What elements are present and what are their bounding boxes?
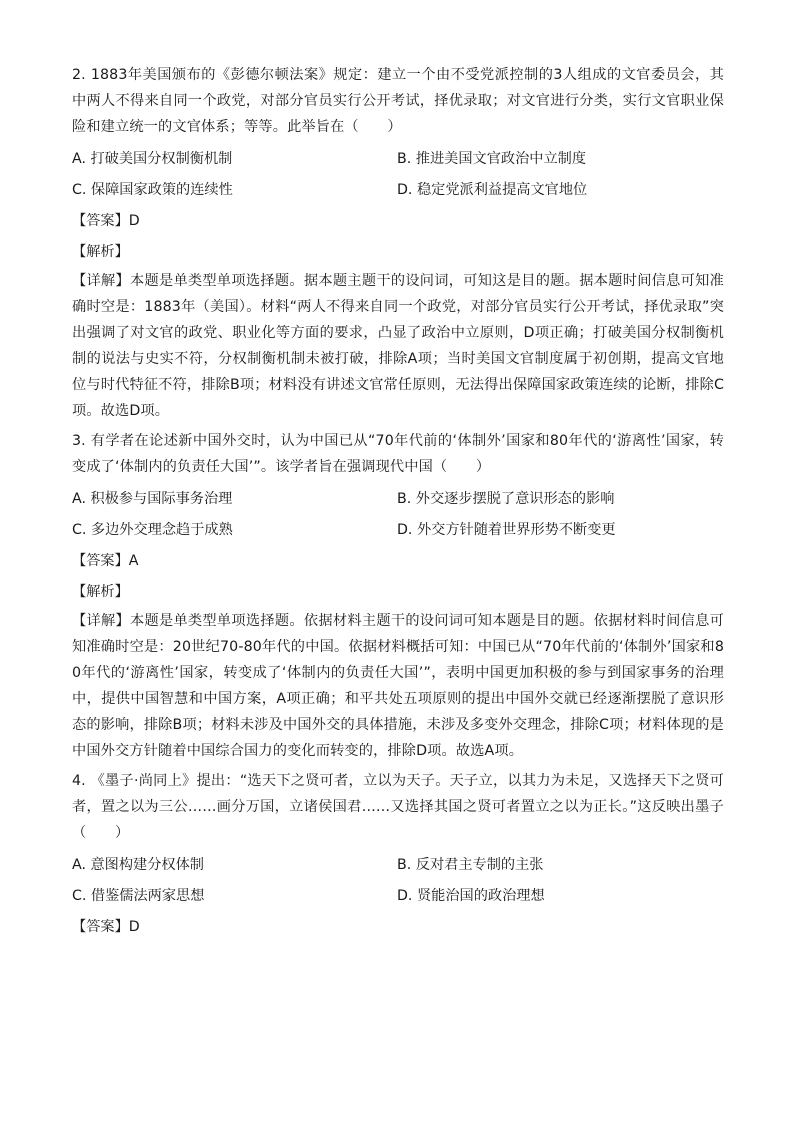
option-b: B. 推进美国文官政治中立制度 [397, 151, 587, 167]
question-4-options [72, 850, 724, 912]
option-d: D. 贤能治国的政治理想 [397, 888, 545, 904]
answer-label: 【答案】A [72, 553, 139, 569]
question-4-stem: 4. 《墨子·尚同上》提出：“选天下之贤可者，立以为天子。天子立，以其力为未足，又选择天下之贤可者，置之以为三公……画分万国，立诸侯国君……又选择其国之贤可者置立之以为正长。”这反映出墨子（ ） [72, 773, 724, 841]
option-b: B. 外交逐步摆脱了意识形态的影响 [397, 491, 615, 507]
option-d: D. 稳定党派利益提高文官地位 [397, 182, 588, 198]
option-b: B. 反对君主专制的主张 [397, 857, 544, 873]
analysis-label: 【解析】 [72, 584, 129, 600]
answer-label: 【答案】D [72, 919, 140, 935]
exam-page [72, 62, 724, 943]
detail-explanation: 【详解】本题是单类型单项选择题。依据材料主题干的设问词可知本题是目的题。依据材料时间信息可知准确时空是：20世纪70-80年代的中国。依据材料概括可知：中国已从“70年代前的‘体制外’国家和80年代的‘游离性’国家，转变成了‘体制内的负责任大国’”，表明中国更加积极的参与到国家事务的治理中，提供中国智慧和中国方案，A项正确；和平共处五项原则的提出中国外交就已经逐渐摆脱了意识形态的影响，排除B项；材料未涉及中国外交的具体措施，未涉及多变外交理念，排除C项；材料体现的是中国外交方针随着中国综合国力的变化而转变的，排除D项。故选A项。 [72, 613, 724, 759]
detail-explanation: 【详解】本题是单类型单项选择题。据本题主题干的设问词，可知这是目的题。据本题时间信息可知准确时空是：1883年（美国）。材料“两人不得来自同一个政党，对部分官员实行公开考试，择优录取”突出强调了对文官的政党、职业化等方面的要求，凸显了政治中立原则，D项正确；打破美国分权制衡机制的说法与史实不符，分权制衡机制未被打破，排除A项；当时美国文官制度属于初创期，提高文官地位与时代特征不符，排除B项；材料没有讲述文官常任原则，无法得出保障国家政策连续的论断，排除C项。故选D项。 [72, 273, 724, 419]
question-3-options [72, 484, 724, 546]
question-3-stem: 3. 有学者在论述新中国外交时，认为中国已从“70年代前的‘体制外’国家和80年代的‘游离性’国家，转变成了‘体制内的负责任大国’”。该学者旨在强调现代中国（ ） [72, 433, 724, 475]
answer-label: 【答案】D [72, 213, 140, 229]
question-2-stem: 2. 1883年美国颁布的《彭德尔顿法案》规定：建立一个由不受党派控制的3人组成的文官委员会，其中两人不得来自同一个政党，对部分官员实行公开考试，择优录取；对文官进行分类，实行文官职业保险和建立统一的文官体系；等等。此举旨在（ ） [72, 67, 724, 135]
option-d: D. 外交方针随着世界形势不断变更 [397, 522, 616, 538]
option-a: A. 积极参与国际事务治理 [72, 491, 233, 507]
option-c: C. 保障国家政策的连续性 [72, 182, 233, 198]
analysis-label: 【解析】 [72, 244, 129, 260]
question-2-options [72, 144, 724, 206]
option-a: A. 打破美国分权制衡机制 [72, 151, 233, 167]
option-c: C. 借鉴儒法两家思想 [72, 888, 205, 904]
option-a: A. 意图构建分权体制 [72, 857, 204, 873]
option-c: C. 多边外交理念趋于成熟 [72, 522, 233, 538]
